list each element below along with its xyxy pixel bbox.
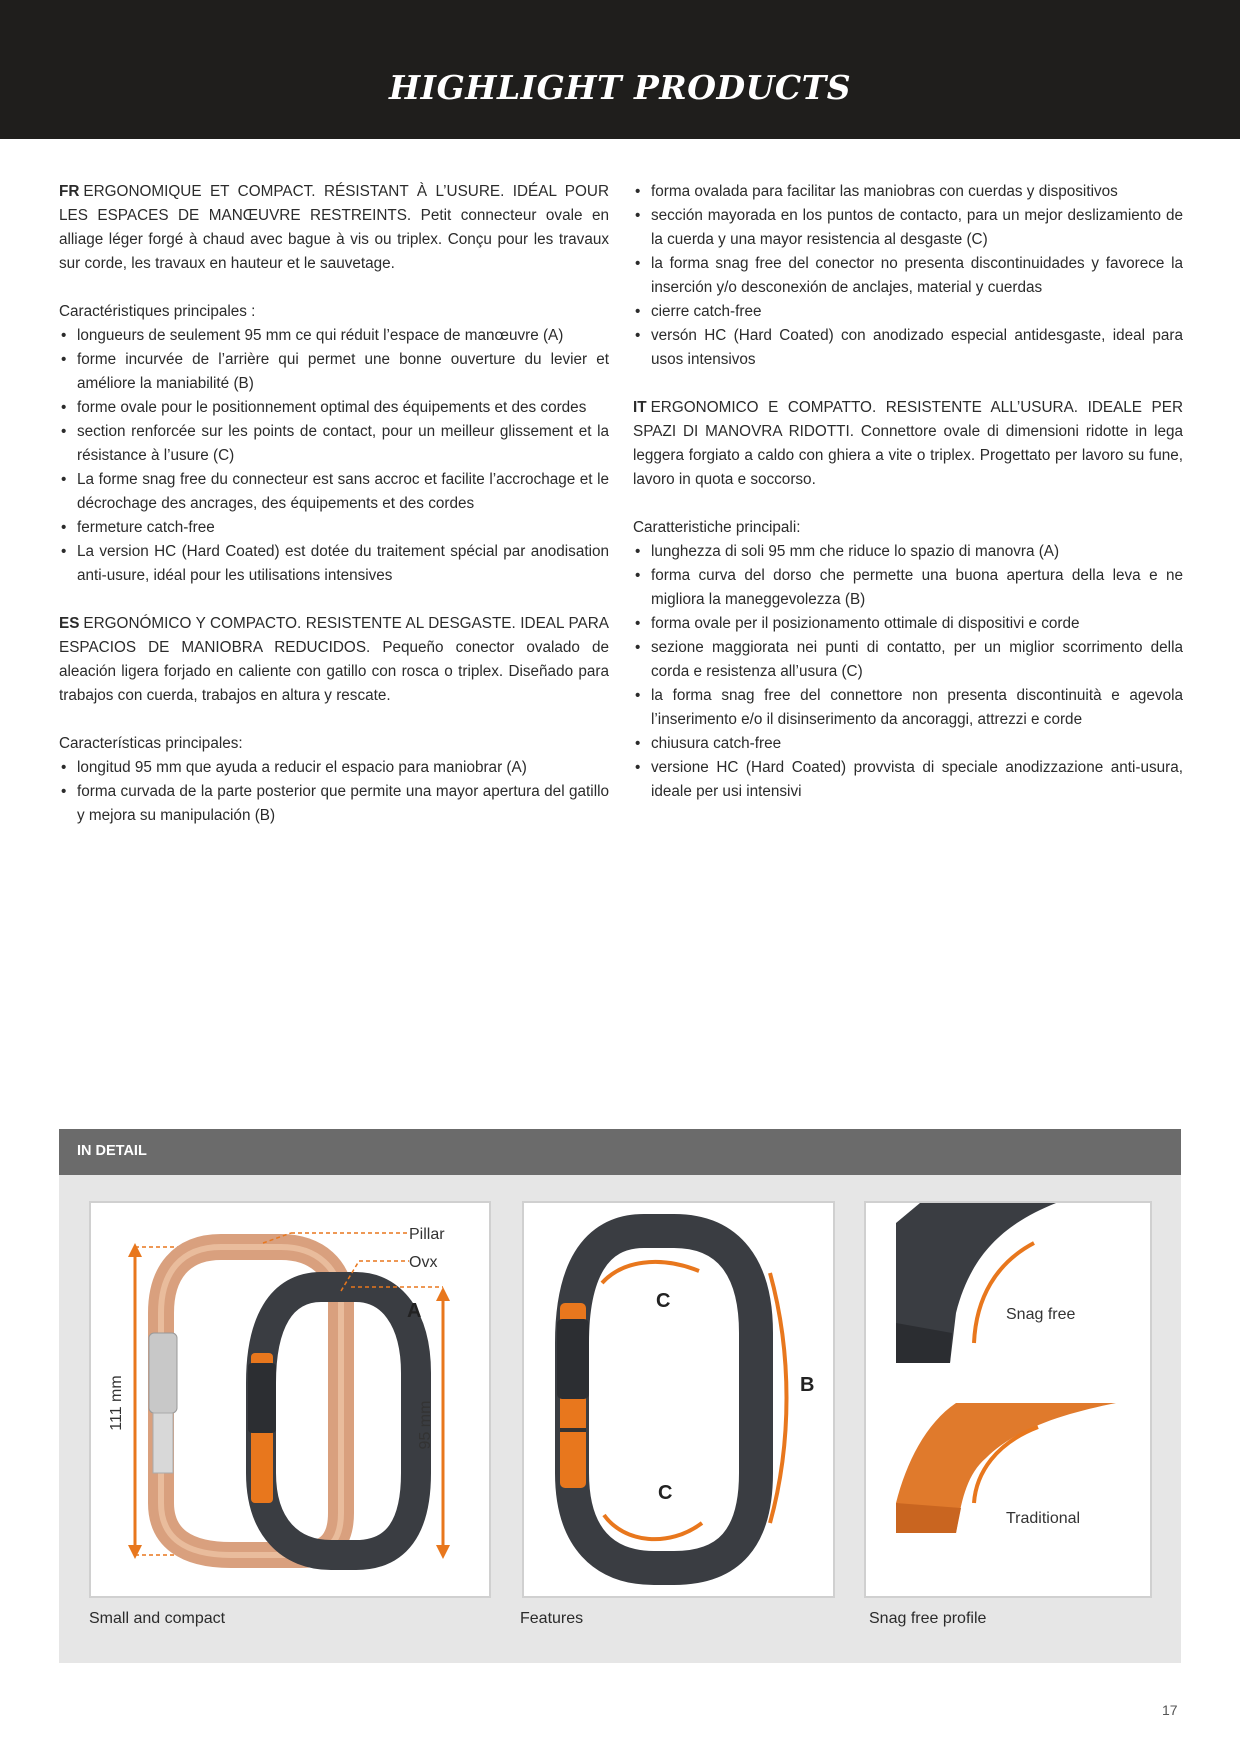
list-item: • la forma snag free del conector no presenta discontinuidades y favorece la inserción y/o desconexión de anclajes, material y cuerdas: [633, 252, 1183, 300]
in-detail-header: [59, 1129, 1181, 1175]
list-item: • forma ovalada para facilitar las maniobras con cuerdas y dispositivos: [633, 180, 1183, 204]
label-c-bottom: C: [658, 1482, 673, 1504]
list-item: • forma curvada de la parte posterior que permite una mayor apertura del gatillo y mejora su manipulación (B): [59, 780, 609, 828]
photo-snag-free-profile: [864, 1201, 1152, 1598]
it-feature-list: [633, 540, 1183, 804]
es-feature-list-part2: [633, 180, 1183, 372]
es-intro-text: ERGONÓMICO Y COMPACTO. RESISTENTE AL DESGASTE. IDEAL PARA ESPACIOS DE MANIOBRA REDUCIDOS. Pequeño conector ovalado de aleación ligera forjado en caliente con gatillo con rosca o triplex. Diseñado para trabajos con cuerda, trabajos en altura y rescate.: [59, 615, 609, 704]
list-item: • cierre catch-free: [633, 300, 1183, 324]
list-item: • forme incurvée de l’arrière qui permet une bonne ouverture du levier et améliore la maniabilité (B): [59, 348, 609, 396]
list-item: • sección mayorada en los puntos de contacto, para un mejor deslizamiento de la cuerda y una mayor resistencia al desgaste (C): [633, 204, 1183, 252]
list-item: • section renforcée sur les points de contact, pour un meilleur glissement et la résistance à l’usure (C): [59, 420, 609, 468]
list-item: • versón HC (Hard Coated) con anodizado especial antidesgaste, ideal para usos intensivos: [633, 324, 1183, 372]
fr-features-title: Caractéristiques principales :: [59, 303, 256, 320]
list-item: • fermeture catch-free: [59, 516, 609, 540]
es-features-title: Características principales:: [59, 735, 243, 752]
fr-intro-text: ERGONOMIQUE ET COMPACT. RÉSISTANT À L’USURE. IDÉAL POUR LES ESPACES DE MANŒUVRE RESTREINTS. Petit connecteur ovale en alliage léger forgé à chaud avec bague à vis ou triplex. Conçu pour les travaux sur corde, les travaux en hauteur et le sauvetage.: [59, 183, 609, 272]
label-snag-free: Snag free: [1006, 1306, 1076, 1323]
list-item: • forme ovale pour le positionnement optimal des équipements et des cordes: [59, 396, 609, 420]
page-title: HIGHLIGHT PRODUCTS: [388, 68, 852, 107]
text-column-left: [59, 180, 609, 828]
label-ovx: Ovx: [409, 1254, 438, 1271]
list-item: • la forma snag free del connettore non presenta discontinuità e agevola l’inserimento e/o il disinserimento da ancoraggi, attrezzi e corde: [633, 684, 1183, 732]
header-band: [0, 0, 1240, 139]
es-feature-list-part1: [59, 756, 609, 828]
it-lang-code: IT: [633, 399, 647, 416]
list-item: • lunghezza di soli 95 mm che riduce lo spazio di manovra (A): [633, 540, 1183, 564]
es-intro: [59, 612, 609, 708]
list-item: • longueurs de seulement 95 mm ce qui réduit l’espace de manœuvre (A): [59, 324, 609, 348]
dim-111-label: 111 mm: [108, 1375, 125, 1431]
carabiner-features-illustration: [524, 1203, 833, 1596]
label-pillar: Pillar: [409, 1226, 445, 1243]
it-intro: [633, 396, 1183, 492]
list-item: • La version HC (Hard Coated) est dotée du traitement spécial par anodisation anti-usure, idéal pour les utilisations intensives: [59, 540, 609, 588]
fr-feature-list: [59, 324, 609, 588]
carabiner-comparison-illustration: [91, 1203, 489, 1596]
fr-lang-code: FR: [59, 183, 80, 200]
it-features-title: Caratteristiche principali:: [633, 519, 801, 536]
es-lang-code: ES: [59, 615, 80, 632]
snag-free-comparison-illustration: [866, 1203, 1150, 1596]
list-item: • sezione maggiorata nei punti di contatto, per un miglior scorrimento della corda e resistenza all’usura (C): [633, 636, 1183, 684]
list-item: • chiusura catch-free: [633, 732, 1183, 756]
photo-features: [522, 1201, 835, 1598]
label-a: A: [407, 1300, 422, 1322]
fr-intro: [59, 180, 609, 276]
it-intro-text: ERGONOMICO E COMPATTO. RESISTENTE ALL’USURA. IDEALE PER SPAZI DI MANOVRA RIDOTTI. Connettore ovale di dimensioni ridotte in lega leggera forgiato a caldo con ghiera a vite o triplex. Progettato per lavoro su fune, lavoro in quota e soccorso.: [633, 399, 1183, 488]
label-b: B: [800, 1374, 815, 1396]
list-item: • longitud 95 mm que ayuda a reducir el espacio para maniobrar (A): [59, 756, 609, 780]
list-item: • versione HC (Hard Coated) provvista di speciale anodizzazione anti-usura, ideale per usi intensivi: [633, 756, 1183, 804]
caption-snag-free-profile: Snag free profile: [869, 1610, 987, 1627]
list-item: • forma ovale per il posizionamento ottimale di dispositivi e corde: [633, 612, 1183, 636]
list-item: • La forme snag free du connecteur est sans accroc et facilite l’accrochage et le décrochage des ancrages, des équipements et des cordes: [59, 468, 609, 516]
caption-small-and-compact: Small and compact: [89, 1610, 226, 1627]
photo-small-and-compact: [89, 1201, 491, 1598]
dim-95-label: 95 mm: [417, 1400, 434, 1450]
text-column-right: [633, 180, 1183, 804]
label-c-top: C: [656, 1290, 671, 1312]
caption-features: Features: [520, 1610, 584, 1627]
list-item: • forma curva del dorso che permette una buona apertura della leva e ne migliora la maneggevolezza (B): [633, 564, 1183, 612]
label-traditional: Traditional: [1006, 1510, 1081, 1527]
page-number: 17: [1162, 1702, 1178, 1718]
in-detail-title: IN DETAIL: [77, 1143, 147, 1159]
